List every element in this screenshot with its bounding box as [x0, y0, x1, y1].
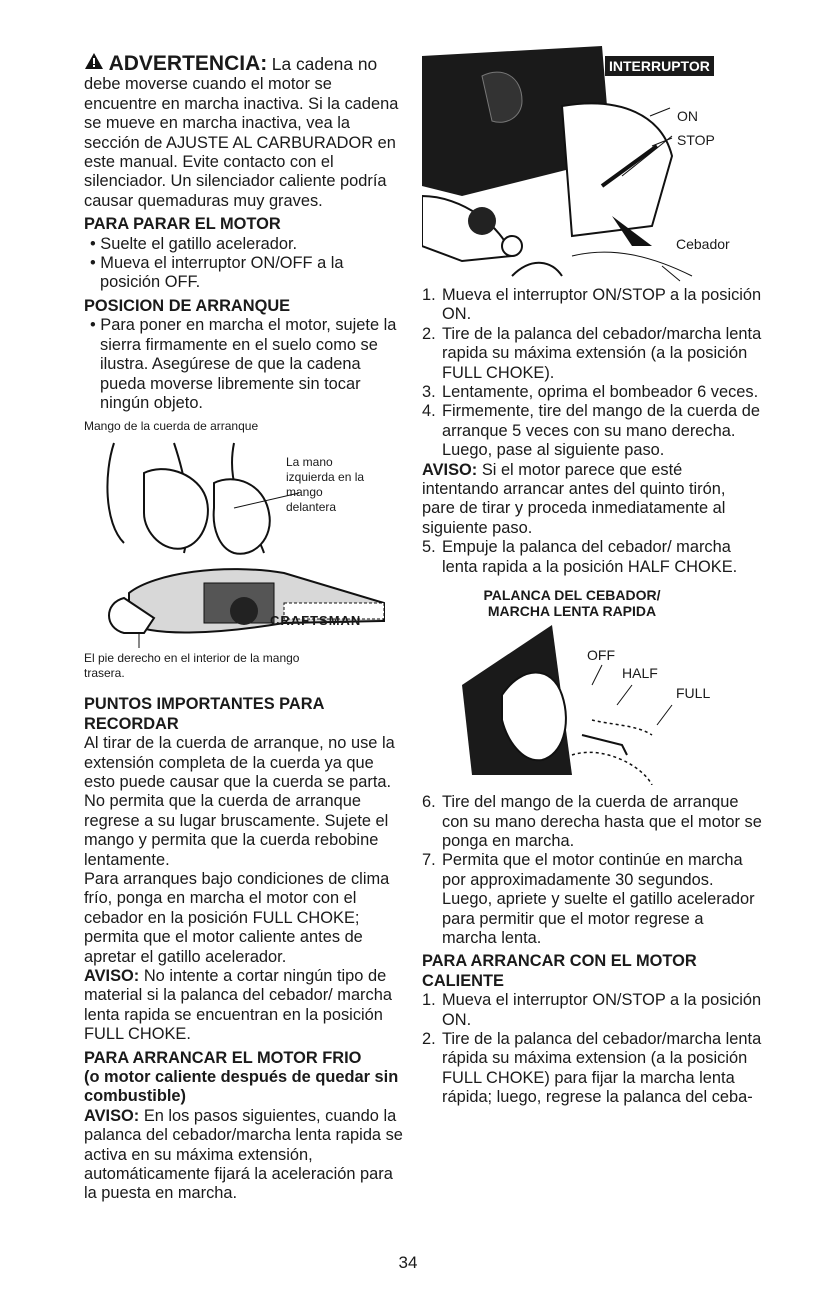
- warning-label: ADVERTENCIA:: [108, 52, 268, 75]
- choke-off-label: OFF: [587, 647, 615, 664]
- points-title: PUNTOS IMPORTANTES PARA RECORDAR: [84, 695, 324, 733]
- warm-start-title: PARA ARRANCAR CON EL MOTOR CALIENTE: [422, 952, 697, 990]
- cold-start-title: PARA ARRANCAR EL MOTOR FRIO: [84, 1048, 362, 1067]
- warning-paragraph: [84, 52, 404, 211]
- steps-list-c: [422, 793, 762, 948]
- switch-stop-label: STOP: [677, 132, 715, 148]
- step-6: 6. Tire del mango de la cuerda de arranque con su mano derecha hasta que el motor se ponga en marcha.: [422, 793, 762, 850]
- stop-title: PARA PARAR EL MOTOR: [84, 215, 281, 234]
- warning-body: debe moverse cuando el motor se encuentre en marcha inactiva. Si la cadena se mueve en marcha inactiva, vea la sección de AJUSTE AL CARBURADOR en este manual. Evite contacto con el silenciador. Un silenciador caliente podría causar quemaduras muy graves.: [84, 75, 399, 210]
- step-5: 5. Empuje la palanca del cebador/ marcha lenta rapida a la posición HALF CHOKE.: [422, 538, 738, 576]
- choke-title-1: PALANCA DEL CEBADOR/: [483, 587, 661, 604]
- warm-step-2: 2. Tire de la palanca del cebador/marcha lenta rápida su máxima extension (a la posición FULL CHOKE) para fijar la marcha lenta rápida; luego, regrese la palanca del ceba-: [422, 1029, 762, 1107]
- choke-lever-illustration: [452, 625, 712, 785]
- starting-position-figure: [84, 419, 404, 681]
- step-1: 1. Mueva el interruptor ON/STOP a la posición ON.: [422, 286, 762, 324]
- step-4: 4. Firmemente, tire del mango de la cuerda de arranque 5 veces con su mano derecha. Luego, pase al siguiente paso.: [422, 402, 760, 460]
- steps-list-b: [422, 538, 762, 577]
- start-position-title: POSICION DE ARRANQUE: [84, 296, 291, 315]
- steps-list-d: [422, 991, 762, 1107]
- chainsaw-brand-logo: CRAFTSMAN: [270, 613, 362, 629]
- starter-handle-label: Mango de la cuerda de arranque: [84, 419, 259, 434]
- right-column: [422, 46, 762, 1108]
- start-position-item: • Para poner en marcha el motor, sujete la sierra firmamente en el suelo como se ilustra. Asegúrese de que la cadena pueda moverse libremente sin tocar ningún objeto.: [90, 316, 397, 412]
- cold-start-subtitle: (o motor caliente después de quedar sin combustible): [84, 1068, 399, 1106]
- left-hand-label: La mano izquierda en la mango delantera: [286, 455, 365, 515]
- aviso-right: AVISO: Si el motor parece que esté intentando arrancar antes del quinto tirón, pare de tirar y proceda inmediatamente al siguiente paso.: [422, 460, 726, 537]
- warning-icon: [84, 56, 109, 74]
- stop-item-2: • Mueva el interruptor ON/OFF a la posición OFF.: [90, 254, 344, 292]
- right-foot-label: El pie derecho en el interior de la mango trasera.: [84, 651, 300, 681]
- switch-on-label: ON: [677, 108, 698, 124]
- step-7: 7. Permita que el motor continúe en marcha por approximadamente 30 segundos. Luego, apriete y suelte el gatillo acelerador para permitir que el motor regrese a marcha lenta.: [422, 851, 755, 947]
- aviso-2: AVISO: En los pasos siguientes, cuando la palanca del cebador/marcha lenta rapida se activa en su máxima extensión, automáticamente fijará la aceleración para la puesta en marcha.: [84, 1106, 403, 1203]
- choke-full-label: FULL: [676, 685, 711, 702]
- page-number: 34: [398, 1253, 418, 1272]
- left-column: [84, 52, 404, 1204]
- stop-item-1: • Suelte el gatillo acelerador.: [90, 234, 298, 253]
- warm-step-1: 1. Mueva el interruptor ON/STOP a la posición ON.: [422, 991, 762, 1029]
- choke-title-2: MARCHA LENTA RAPIDA: [487, 603, 657, 620]
- points-paragraph-1: Al tirar de la cuerda de arranque, no use la extensión completa de la cuerda ya que esto puede causar que la cuerda se parta. No permita que la cuerda de arranque regrese a su lugar bruscamente. Sujete el mango y permita que la cuerda rebobine lentamente.: [84, 734, 395, 869]
- switch-title: INTERRUPTOR: [605, 56, 714, 76]
- points-paragraph-2: Para arranques bajo condiciones de clima frío, ponga en marcha el motor con el cebador en la posición FULL CHOKE; permita que el motor caliente antes de apretar el gatillo acelerador.: [84, 869, 390, 966]
- step-3: 3. Lentamente, oprima el bombeador 6 veces.: [422, 383, 759, 402]
- primer-label: Cebador: [676, 236, 730, 252]
- step-2: 2. Tire de la palanca del cebador/marcha lenta rapida su máxima extensión (a la posición FULL CHOKE).: [422, 324, 762, 382]
- choke-half-label: HALF: [622, 665, 658, 682]
- aviso-1: AVISO: No intente a cortar ningún tipo de material si la palanca del cebador/ marcha lenta rapida se encuentran en la posición FULL CHOKE.: [84, 967, 392, 1044]
- choke-lever-figure: [422, 587, 762, 787]
- steps-list-a: [422, 286, 762, 461]
- warning-head: La cadena no: [271, 54, 378, 74]
- switch-figure: [422, 46, 762, 286]
